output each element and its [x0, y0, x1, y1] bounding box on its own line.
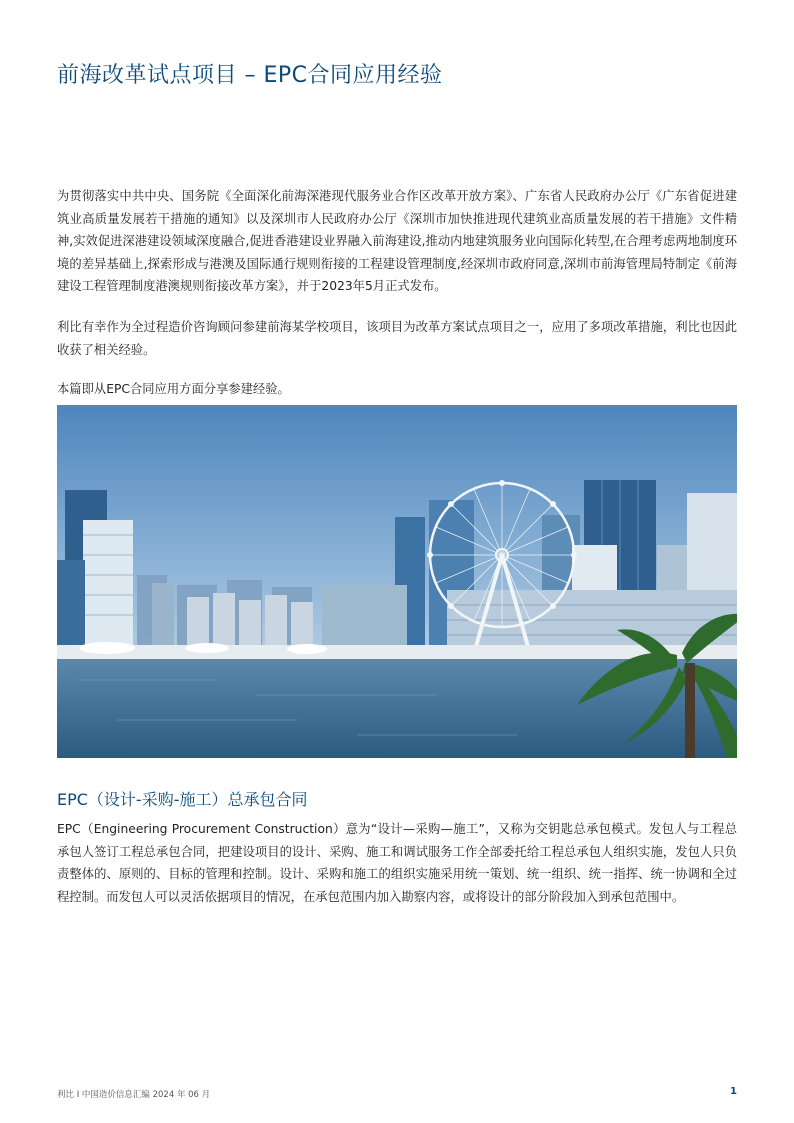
intro-paragraph-3: 本篇即从EPC合同应用方面分享参建经验。 — [57, 382, 290, 396]
skyline-photo — [57, 405, 737, 758]
section-heading: EPC（设计-采购-施工）总承包合同 — [57, 790, 308, 809]
page-title: 前海改革试点项目 – EPC合同应用经验 — [57, 63, 443, 88]
intro-paragraph-2: 利比有幸作为全过程造价咨询顾问参建前海某学校项目，该项目为改革方案试点项目之一，应用了多项改革措施，利比也因此收获了相关经验。 — [57, 320, 737, 357]
section-paragraph: EPC（Engineering Procurement Construction）意为“设计—采购—施工”，又称为交钥匙总承包模式。发包人与工程总承包人签订工程总承包合同，把建设项目的设计、采购、施工和调试服务工作全部委托给工程总承包人组织实施，发包人只负责整体的、原则的、目标的管理和控制。设计、采购和施工的组织实施采用统一策划、统一组织、统一指挥、统一协调和全过程控制。而发包人可以灵活依据项目的情况，在承包范围内加入勘察内容，或将设计的部分阶段加入到承包范围中。 — [57, 822, 737, 904]
footer-text: 利比 I 中国造价信息汇编 2024 年 06 月 — [57, 1090, 211, 1100]
page-number: 1 — [730, 1086, 737, 1097]
intro-paragraph-1: 为贯彻落实中共中央、国务院《全面深化前海深港现代服务业合作区改革开放方案》、广东省人民政府办公厅《广东省促进建筑业高质量发展若干措施的通知》以及深圳市人民政府办公厅《深圳市加快推进现代建筑业高质量发展的若干措施》文件精神,实效促进深港建设领域深度融合,促进香港建设业界融入前海建设,推动内地建筑服务业向国际化转型,在合理考虑两地制度环境的差异基础上,探索形成与港澳及国际通行规则衔接的工程建设管理制度,经深圳市政府同意,深圳市前海管理局特制定《前海建设工程管理制度港澳规则衔接改革方案》，并于2023年5月正式发布。 — [57, 189, 737, 293]
